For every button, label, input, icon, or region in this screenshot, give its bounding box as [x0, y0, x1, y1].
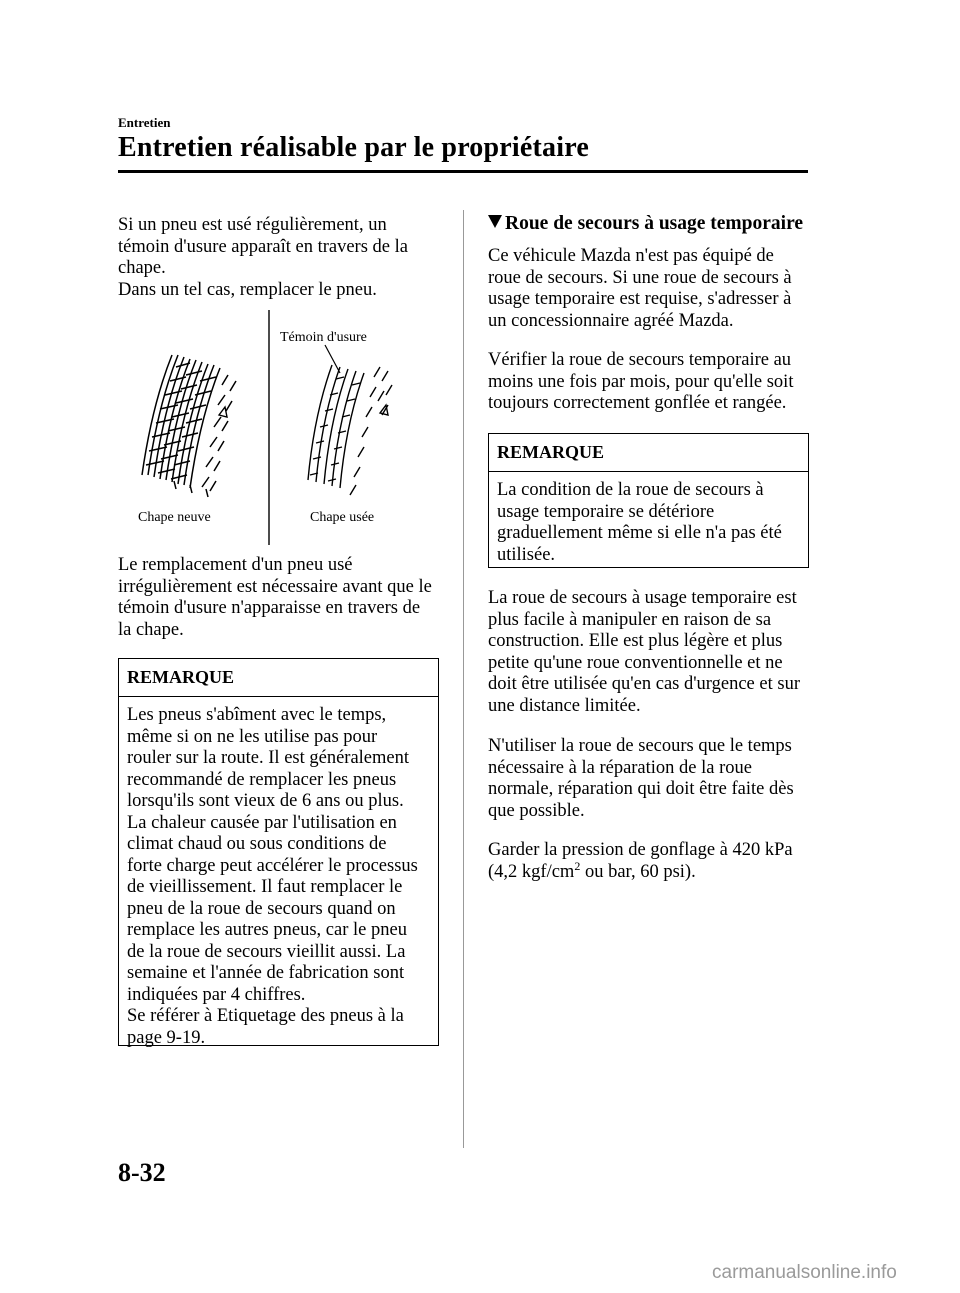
wear-indicator-label: Témoin d'usure [280, 330, 367, 345]
title-rule [118, 170, 808, 173]
spare-pressure-paragraph: Garder la pression de gonflage à 420 kPa (4,2 kgf/$cm^2$ ou bar, 60 psi). [488, 840, 793, 882]
spare-intro-paragraph: Ce véhicule Mazda n'est pas équipé de roue de secours. Si une roue de secours à usage temporaire est requise, s'adresser à un concessionnaire agréé Mazda. [488, 246, 792, 331]
tire-aging-note [118, 658, 439, 1046]
note-body: La condition de la roue de secours à usage temporaire se détériore graduellement même si elle n'a pas été utilisée. [497, 480, 782, 565]
wear-indicator-marks [219, 405, 388, 417]
worn-tread-label: Chape usée [310, 510, 375, 525]
spare-condition-note [488, 433, 809, 568]
intro-paragraph: Si un pneu est usé régulièrement, un témoin d'usure apparaît en travers de la chape. Dans un tel cas, remplacer le pneu. [118, 215, 408, 300]
new-tread-graphic [142, 355, 236, 497]
note-title: REMARQUE [119, 659, 438, 697]
note-title: REMARQUE [489, 434, 808, 472]
page-title: Entretien réalisable par le propriétaire [118, 132, 589, 163]
section-label: Entretien [118, 115, 171, 130]
worn-tread-graphic [308, 345, 392, 495]
triangle-bullet-icon [488, 215, 502, 228]
watermark: carmanualsonline.info [712, 1262, 897, 1283]
spare-usage-paragraph: N'utiliser la roue de secours que le temps nécessaire à la réparation de la roue normale, réparation qui doit être faite dès que possible. [488, 736, 794, 821]
page-number: 8-32 [118, 1158, 166, 1187]
column-divider [463, 210, 464, 1148]
spare-handling-paragraph: La roue de secours à usage temporaire est plus facile à manipuler en raison de sa construction. Elle est plus légère et plus petite qu'une roue conventionnelle et ne doit être utilisée qu'en cas d'urgence et sur une distance limitée. [488, 588, 800, 716]
spare-check-paragraph: Vérifier la roue de secours temporaire au moins une fois par mois, pour qu'elle soit toujours correctement gonflée et rangée. [488, 350, 794, 413]
new-tread-label: Chape neuve [138, 510, 211, 525]
spare-wheel-heading: Roue de secours à usage temporaire [488, 213, 803, 235]
tread-wear-figure [118, 305, 448, 545]
note-body: Les pneus s'abîment avec le temps, même si on ne les utilise pas pour rouler sur la route. Il est généralement recommandé de remplacer les pneus lorsqu'ils sont vieux de 6 ans ou plus. La chaleur causée par l'utilisation en climat chaud ou sous conditions de forte charge peut accélérer le processus de vieillissement. Il faut remplacer le pneu de la roue de secours quand on remplace les autres pneus, car le pneu de la roue de secours vieillit aussi. La semaine et l'année de fabrication sont indiquées par 4 chiffres. Se référer à Etiquetage des pneus à la page 9-19. [127, 705, 418, 1048]
irregular-wear-paragraph: Le remplacement d'un pneu usé irrégulièrement est nécessaire avant que le témoin d'usure n'apparaisse en travers de la chape. [118, 555, 432, 640]
